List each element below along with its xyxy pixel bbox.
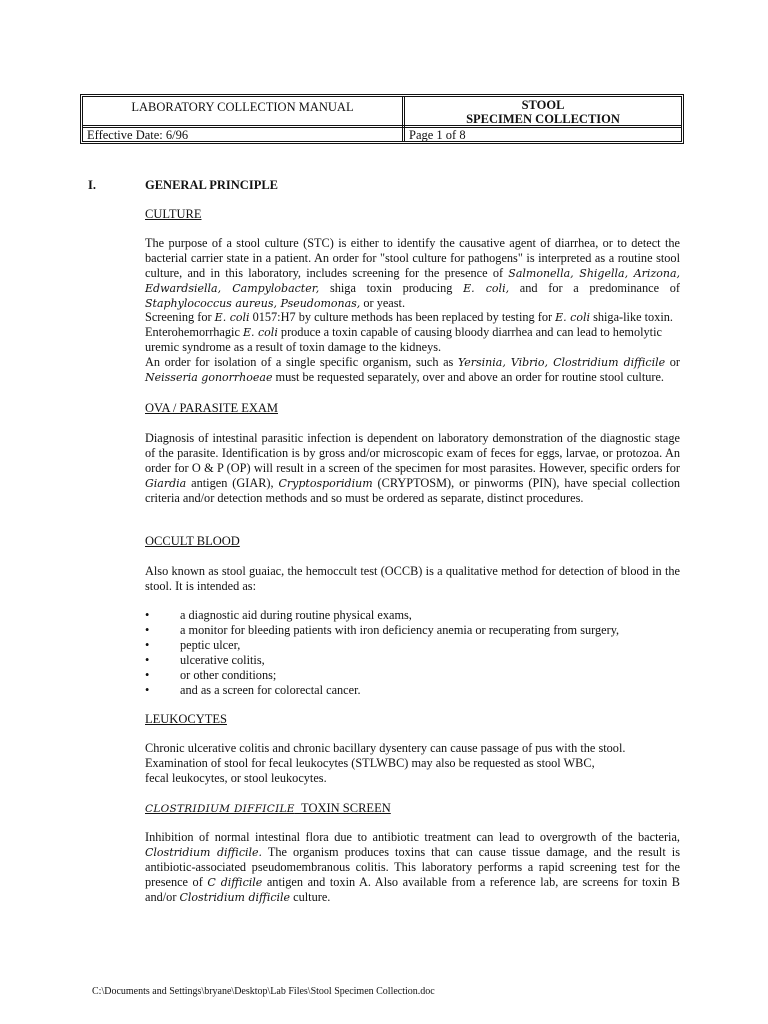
file-path-footer: C:\Documents and Settings\bryane\Desktop\Lab Files\Stool Specimen Collection.doc — [92, 986, 435, 997]
list-item: • a monitor for bleeding patients with iron deficiency anemia or recuperating from surgery, — [145, 623, 620, 637]
header-table — [80, 94, 684, 144]
cdiff-heading: CLOSTRIDIUM DIFFICILE TOXIN SCREEN — [145, 801, 391, 815]
document-title-line1: STOOL — [521, 98, 565, 112]
occult-heading: OCCULT BLOOD — [145, 534, 240, 548]
effective-date: Effective Date: 6/96 — [87, 128, 189, 142]
page-number: Page 1 of 8 — [409, 128, 466, 142]
leukocytes-heading: LEUKOCYTES — [145, 712, 227, 726]
manual-title: LABORATORY COLLECTION MANUAL — [131, 100, 354, 114]
list-item: • or other conditions; — [145, 668, 277, 682]
list-item: • a diagnostic aid during routine physical exams, — [145, 608, 412, 622]
culture-heading: CULTURE — [145, 207, 202, 221]
culture-paragraph-2: Screening for E. coli 0157:H7 by culture methods has been replaced by testing for E. coli shiga-like toxin. Enterohemorrhagic E. coli produce a toxin capable of causing bloody diarrhea and can lead to hemolytic uremic syndrome as a result of toxin damage to the kidneys. — [145, 310, 673, 354]
document-title — [405, 98, 681, 126]
list-item: • peptic ulcer, — [145, 638, 241, 652]
section-title: GENERAL PRINCIPLE — [145, 178, 279, 192]
culture-paragraph-3: An order for isolation of a single specific organism, such as Yersinia, Vibrio, Clostridium difficile or Neisseria gonorrhoeae must be requested separately, over and above an order for routine stool culture. — [145, 355, 680, 384]
list-item: • and as a screen for colorectal cancer. — [145, 683, 361, 697]
leukocytes-paragraph: Chronic ulcerative colitis and chronic bacillary dysentery can cause passage of pus with the stool. Examination of stool for fecal leukocytes (STLWBC) may also be requested as stool WBC, fecal leukocytes, or stool leukocytes. — [145, 741, 626, 785]
ova-paragraph: Diagnosis of intestinal parasitic infection is dependent on laboratory demonstration of the diagnostic stage of the parasite. Identification is by gross and/or microscopic exam of feces for eggs, larvae, or protozoa. An order for O & P (OP) will result in a screen of the specimen for most parasites. However, specific orders for Giardia antigen (GIAR), Cryptosporidium (CRYPTOSM), or pinworms (PIN), have special collection criteria and/or detection methods and so must be ordered as separate, distinct procedures. — [145, 431, 680, 505]
list-item: • ulcerative colitis, — [145, 653, 265, 667]
ova-heading: OVA / PARASITE EXAM — [145, 401, 279, 415]
section-number: I. — [88, 178, 96, 192]
occult-paragraph: Also known as stool guaiac, the hemoccult test (OCCB) is a qualitative method for detection of blood in the stool. It is intended as: — [145, 564, 680, 593]
occult-list — [145, 608, 665, 698]
cdiff-paragraph: Inhibition of normal intestinal flora due to antibiotic treatment can lead to overgrowth of the bacteria, Clostridium difficile. The organism produces toxins that can cause tissue damage, and the result is antibiotic-associated pseudomembranous colitis. This laboratory performs a rapid screening test for the presence of C difficile antigen and toxin A. Also available from a reference lab, are screens for toxin B and/or Clostridium difficile culture. — [145, 830, 680, 904]
document-title-line2: SPECIMEN COLLECTION — [466, 112, 620, 126]
culture-paragraph-1: The purpose of a stool culture (STC) is either to identify the causative agent of diarrhea, or to detect the bacterial carrier state in a patient. An order for "stool culture for pathogens" is interpreted as a routine stool culture, and in this laboratory, includes screening for the presence of Salmonella, Shigella, Arizona, Edwardsiella, Campylobacter, shiga toxin producing E. coli, and for a predominance of Staphylococcus aureus, Pseudomonas, or yeast. — [145, 236, 680, 310]
